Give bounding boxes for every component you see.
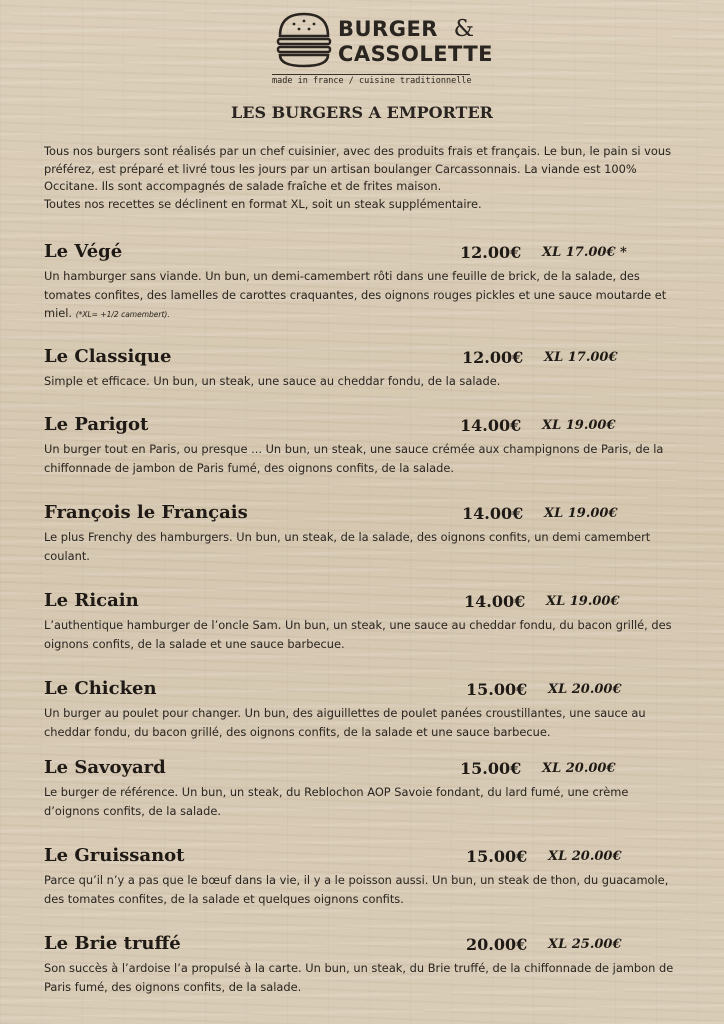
item-header (44, 845, 684, 871)
item-xl-price: XL 17.00€ * (542, 245, 627, 260)
item-description: Le burger de référence. Un bun, un steak, du Reblochon AOP Savoie fondant, du lard fumé, une crème d’oignons confits, de la salade. (44, 785, 629, 818)
menu-item (44, 678, 684, 741)
item-name: Le Gruissanot (44, 845, 185, 866)
item-description: Parce qu’il n’y a pas que le bœuf dans la vie, il y a le poisson aussi. Un bun, un steak de thon, du guacamole, des tomates confites, de la salade et quelques oignons confits. (44, 873, 669, 906)
item-name: Le Chicken (44, 678, 157, 699)
item-description: Un burger tout en Paris, ou presque ... Un bun, un steak, une sauce crémée aux champignons de Paris, de la chiffonnade de jambon de Paris fumé, des oignons confits, de la salade. (44, 442, 664, 475)
item-description-text: Un hamburger sans viande. Un bun, un demi-camembert rôti dans une feuille de brick, de la salade, des tomates confites, des lamelles de carottes craquantes, des oignons rouges pickles et une sauce moutarde et miel. (44, 269, 667, 320)
item-price: 15.00€ (466, 847, 528, 866)
brand-tagline: made in france / cuisine traditionnelle (272, 76, 472, 86)
item-xl-price: XL 20.00€ (542, 761, 616, 776)
item-name: Le Savoyard (44, 757, 166, 778)
item-header (44, 346, 684, 372)
item-description: Simple et efficace. Un bun, un steak, une sauce au cheddar fondu, de la salade. (44, 374, 501, 388)
brand-name-line1: BURGER & (338, 16, 475, 42)
item-xl-price: XL 19.00€ (546, 594, 620, 609)
menu-item (44, 502, 684, 565)
item-price: 12.00€ (462, 348, 524, 367)
menu-item (44, 933, 684, 996)
item-header (44, 414, 684, 440)
item-price: 15.00€ (460, 759, 522, 778)
item-header (44, 502, 684, 528)
item-name: Le Brie truffé (44, 933, 181, 954)
item-price: 14.00€ (464, 592, 526, 611)
item-xl-price: XL 17.00€ (544, 350, 618, 365)
item-price: 15.00€ (466, 680, 528, 699)
item-description: Un burger au poulet pour changer. Un bun, des aiguillettes de poulet panées croustillantes, une sauce au cheddar fondu, du bacon grillé, des oignons confits, de la salade et une sauce barbecue. (44, 706, 646, 739)
intro-xl-note: Toutes nos recettes se déclinent en format XL, soit un steak supplémentaire. (44, 196, 482, 211)
brand-logo (272, 12, 494, 88)
menu-item (44, 414, 684, 477)
item-xl-price: XL 20.00€ (548, 849, 622, 864)
item-description (44, 267, 684, 325)
item-header (44, 678, 684, 704)
item-name: Le Classique (44, 346, 172, 367)
item-header (44, 933, 684, 959)
item-price: 14.00€ (462, 504, 524, 523)
item-note: (*XL= +1/2 camembert). (75, 310, 170, 319)
brand-name-line2: CASSOLETTE (338, 42, 494, 66)
item-name: Le Parigot (44, 414, 149, 435)
menu-item (44, 590, 684, 653)
item-xl-price: XL 20.00€ (548, 682, 622, 697)
item-price: 12.00€ (460, 243, 522, 262)
item-name: Le Ricain (44, 590, 139, 611)
intro-paragraph: Tous nos burgers sont réalisés par un chef cuisinier, avec des produits frais et français. Le bun, le pain si vous préférez, est préparé et livré tous les jours par un artisan boulanger Carcassonnais. La viande est 100% Occitane. Ils sont accompagnés de salade fraîche et de frites maison. (44, 144, 672, 193)
item-xl-price: XL 19.00€ (544, 506, 618, 521)
item-header (44, 241, 684, 267)
item-description: Le plus Frenchy des hamburgers. Un bun, un steak, de la salade, des oignons confits, un demi camembert coulant. (44, 530, 651, 563)
page-title: LES BURGERS A EMPORTER (231, 103, 493, 122)
item-description: L’authentique hamburger de l’oncle Sam. Un bun, un steak, une sauce au cheddar fondu, du bacon grillé, des oignons confits, de la salade et une sauce barbecue. (44, 618, 672, 651)
menu-item (44, 241, 684, 325)
item-header (44, 757, 684, 783)
item-name: Le Végé (44, 241, 123, 262)
item-name: François le Français (44, 502, 248, 523)
intro-text (44, 143, 684, 213)
item-xl-price: XL 25.00€ (548, 937, 622, 952)
burger-icon (274, 12, 334, 70)
item-description: Son succès à l’ardoise l’a propulsé à la carte. Un bun, un steak, du Brie truffé, de la chiffonnade de jambon de Paris fumé, des oignons confits, de la salade. (44, 961, 674, 994)
brand-ampersand: & (453, 16, 475, 42)
item-price: 14.00€ (460, 416, 522, 435)
menu-item (44, 346, 684, 391)
menu-item (44, 757, 684, 820)
menu-item (44, 845, 684, 908)
item-price: 20.00€ (466, 935, 528, 954)
item-header (44, 590, 684, 616)
item-xl-price: XL 19.00€ (542, 418, 616, 433)
